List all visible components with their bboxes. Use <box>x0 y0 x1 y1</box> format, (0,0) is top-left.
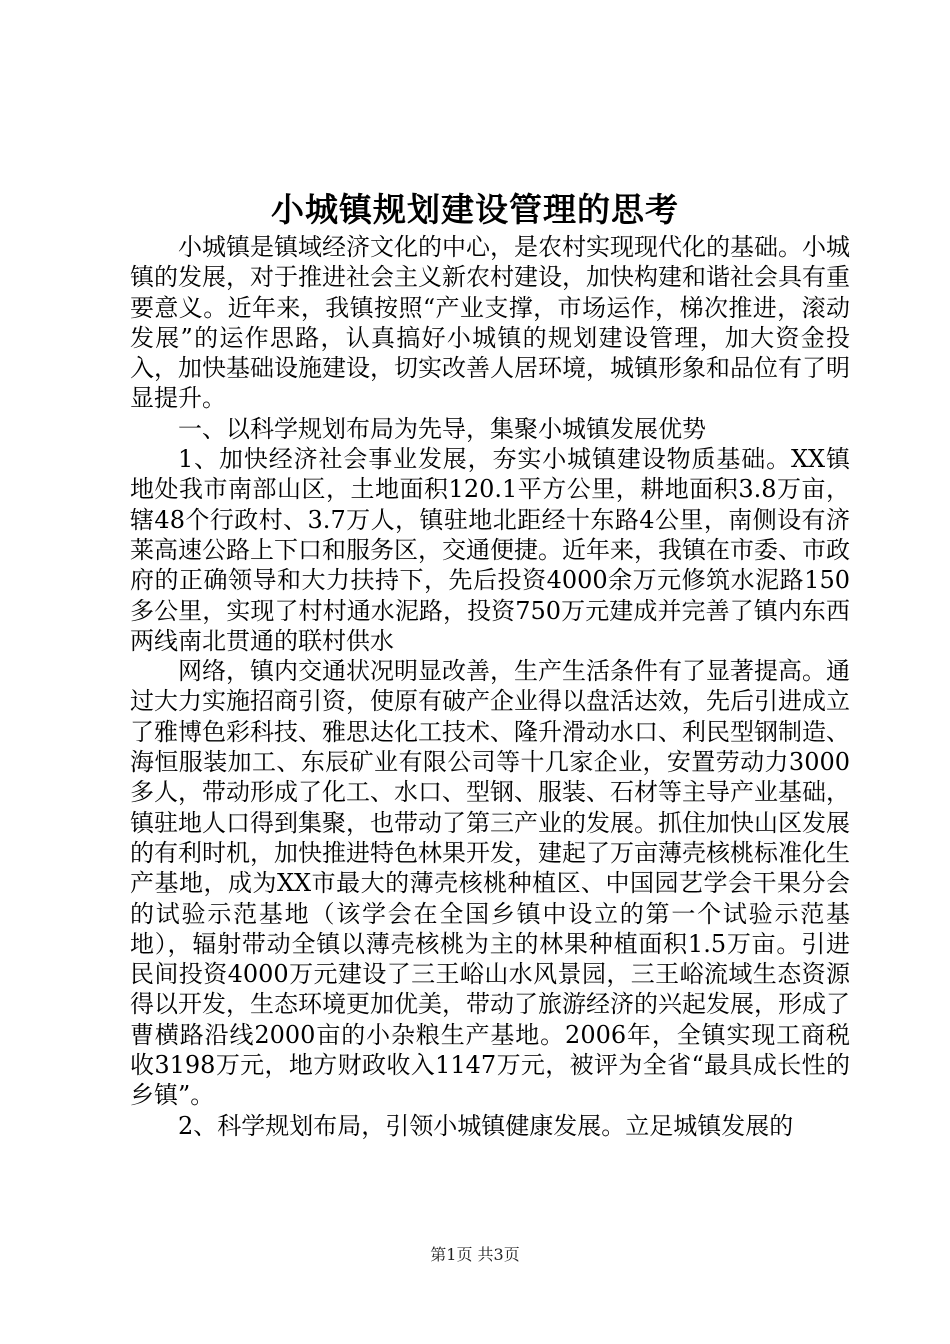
paragraph-intro: 小城镇是镇域经济文化的中心，是农村实现现代化的基础。小城镇的发展，对于推进社会主义新农村建设，加快构建和谐社会具有重要意义。近年来，我镇按照“产业支撑，市场运作，梯次推进，滚动发展”的运作思路，认真搞好小城镇的规划建设管理，加大资金投入，加快基础设施建设，切实改善人居环境，城镇形象和品位有了明显提升。 <box>130 233 850 413</box>
document-body <box>130 232 850 1141</box>
section-heading-1: 一、以科学规划布局为先导，集聚小城镇发展优势 <box>178 414 706 443</box>
paragraph-3: 2、科学规划布局，引领小城镇健康发展。立足城镇发展的 <box>178 1111 794 1140</box>
page-number: 第1页 共3页 <box>430 1245 520 1264</box>
document-title: 小城镇规划建设管理的思考 <box>271 190 679 229</box>
paragraph-1: 1、加快经济社会事业发展，夯实小城镇建设物质基础。XX镇地处我市南部山区，土地面积120.1平方公里，耕地面积3.8万亩，辖48个行政村、3.7万人，镇驻地北距经十东路4公里，南侧设有济莱高速公路上下口和服务区，交通便捷。近年来，我镇在市委、市政府的正确领导和大力扶持下，先后投资4000余万元修筑水泥路150多公里，实现了村村通水泥路，投资750万元建成并完善了镇内东西两线南北贯通的联村供水 <box>130 445 850 655</box>
paragraph-2: 网络，镇内交通状况明显改善，生产生活条件有了显著提高。通过大力实施招商引资，使原有破产企业得以盘活达效，先后引进成立了雅博色彩科技、雅思达化工技术、隆升滑动水口、利民型钢制造、海恒服装加工、东辰矿业有限公司等十几家企业，安置劳动力3000多人，带动形成了化工、水口、型钢、服装、石材等主导产业基础，镇驻地人口得到集聚，也带动了第三产业的发展。抓住加快山区发展的有利时机，加快推进特色林果开发，建起了万亩薄壳核桃标准化生产基地，成为XX市最大的薄壳核桃种植区、中国园艺学会干果分会的试验示范基地（该学会在全国乡镇中设立的第一个试验示范基地），辐射带动全镇以薄壳核桃为主的林果种植面积1.5万亩。引进民间投资4000万元建设了三王峪山水风景园，三王峪流域生态资源得以开发，生态环境更加优美，带动了旅游经济的兴起发展，形成了曹横路沿线2000亩的小杂粮生产基地。2006年，全镇实现工商税收3198万元，地方财政收入1147万元，被评为全省“最具成长性的乡镇”。 <box>130 657 850 1110</box>
